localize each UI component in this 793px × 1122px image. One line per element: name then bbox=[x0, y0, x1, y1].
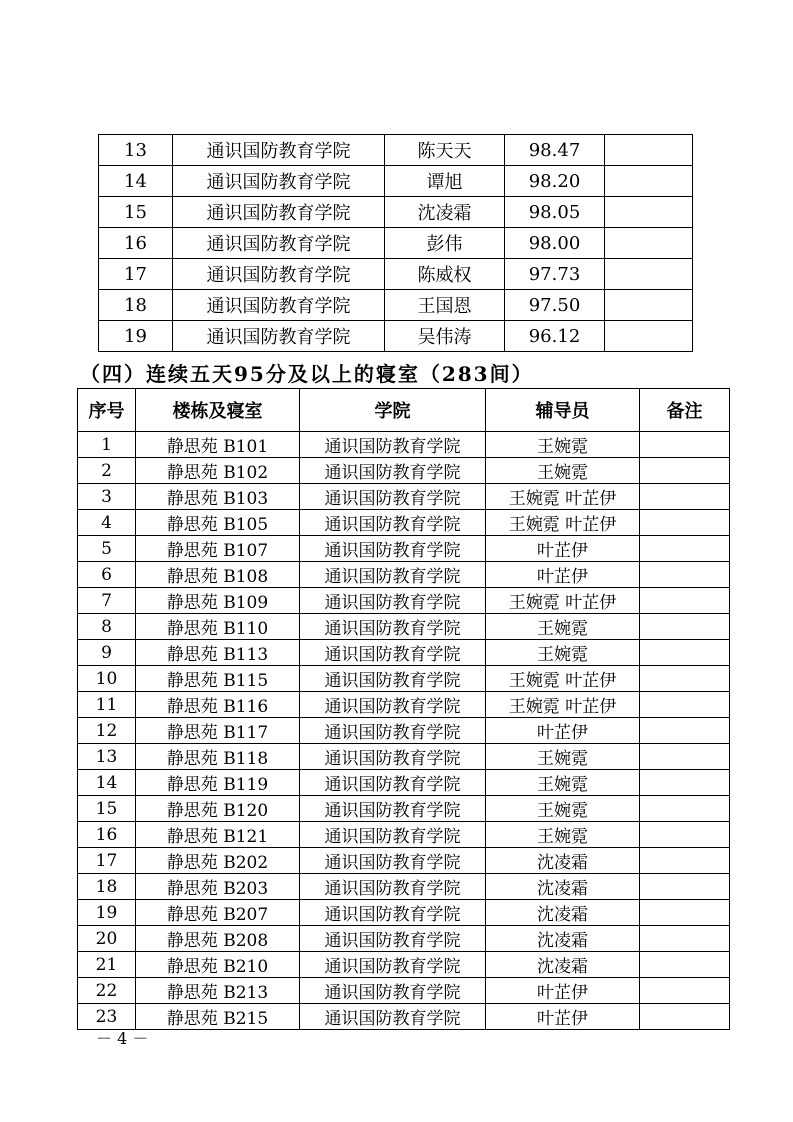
table-row bbox=[99, 135, 693, 166]
cell-counselor: 王婉霓 bbox=[486, 822, 640, 848]
cell-room: 静思苑 B203 bbox=[136, 874, 300, 900]
score-table-body bbox=[99, 135, 693, 352]
cell-no: 15 bbox=[99, 197, 173, 228]
cell-college: 通识国防教育学院 bbox=[173, 166, 385, 197]
cell-room: 静思苑 B120 bbox=[136, 796, 300, 822]
cell-score: 98.47 bbox=[505, 135, 605, 166]
cell-college: 通识国防教育学院 bbox=[300, 926, 486, 952]
cell-note bbox=[640, 640, 730, 666]
cell-college: 通识国防教育学院 bbox=[300, 952, 486, 978]
cell-note bbox=[640, 926, 730, 952]
table-row bbox=[78, 874, 730, 900]
header-no: 序号 bbox=[78, 389, 136, 432]
cell-college: 通识国防教育学院 bbox=[300, 562, 486, 588]
cell-college: 通识国防教育学院 bbox=[300, 432, 486, 458]
cell-no: 18 bbox=[78, 874, 136, 900]
cell-no: 11 bbox=[78, 692, 136, 718]
cell-college: 通识国防教育学院 bbox=[300, 536, 486, 562]
cell-counselor: 王婉霓 叶芷伊 bbox=[486, 666, 640, 692]
cell-no: 6 bbox=[78, 562, 136, 588]
cell-room: 静思苑 B108 bbox=[136, 562, 300, 588]
cell-note bbox=[640, 484, 730, 510]
cell-counselor: 叶芷伊 bbox=[486, 562, 640, 588]
cell-no: 15 bbox=[78, 796, 136, 822]
cell-score: 98.00 bbox=[505, 228, 605, 259]
cell-room: 静思苑 B107 bbox=[136, 536, 300, 562]
cell-no: 10 bbox=[78, 666, 136, 692]
cell-counselor: 沈凌霜 bbox=[486, 926, 640, 952]
table-row bbox=[99, 166, 693, 197]
cell-note bbox=[605, 228, 693, 259]
cell-room: 静思苑 B103 bbox=[136, 484, 300, 510]
cell-college: 通识国防教育学院 bbox=[300, 692, 486, 718]
cell-college: 通识国防教育学院 bbox=[300, 900, 486, 926]
cell-counselor: 王婉霓 叶芷伊 bbox=[486, 588, 640, 614]
cell-room: 静思苑 B119 bbox=[136, 770, 300, 796]
cell-no: 16 bbox=[99, 228, 173, 259]
cell-no: 16 bbox=[78, 822, 136, 848]
cell-college: 通识国防教育学院 bbox=[300, 666, 486, 692]
cell-college: 通识国防教育学院 bbox=[300, 770, 486, 796]
cell-note bbox=[640, 796, 730, 822]
cell-college: 通识国防教育学院 bbox=[300, 848, 486, 874]
dormitory-table-body bbox=[78, 432, 730, 1030]
table-row bbox=[78, 510, 730, 536]
cell-counselor: 王婉霓 bbox=[486, 640, 640, 666]
table-row bbox=[78, 614, 730, 640]
cell-note bbox=[605, 166, 693, 197]
cell-no: 2 bbox=[78, 458, 136, 484]
table-row bbox=[78, 562, 730, 588]
table-row bbox=[78, 718, 730, 744]
cell-counselor: 沈凌霜 bbox=[486, 900, 640, 926]
table-row bbox=[78, 848, 730, 874]
cell-room: 静思苑 B210 bbox=[136, 952, 300, 978]
cell-college: 通识国防教育学院 bbox=[173, 259, 385, 290]
cell-counselor: 王婉霓 bbox=[486, 770, 640, 796]
table-row bbox=[78, 692, 730, 718]
cell-note bbox=[640, 874, 730, 900]
cell-college: 通识国防教育学院 bbox=[300, 588, 486, 614]
cell-no: 7 bbox=[78, 588, 136, 614]
cell-note bbox=[640, 536, 730, 562]
cell-no: 20 bbox=[78, 926, 136, 952]
cell-no: 14 bbox=[78, 770, 136, 796]
cell-note bbox=[640, 952, 730, 978]
cell-room: 静思苑 B208 bbox=[136, 926, 300, 952]
score-table-continued bbox=[98, 134, 693, 352]
cell-counselor: 王婉霓 bbox=[486, 458, 640, 484]
table-row bbox=[78, 978, 730, 1004]
cell-college: 通识国防教育学院 bbox=[300, 874, 486, 900]
cell-college: 通识国防教育学院 bbox=[300, 484, 486, 510]
cell-score: 98.20 bbox=[505, 166, 605, 197]
cell-college: 通识国防教育学院 bbox=[300, 1004, 486, 1030]
cell-note bbox=[640, 770, 730, 796]
cell-name: 陈威权 bbox=[385, 259, 505, 290]
cell-counselor: 王婉霓 叶芷伊 bbox=[486, 692, 640, 718]
cell-counselor: 王婉霓 bbox=[486, 744, 640, 770]
cell-counselor: 叶芷伊 bbox=[486, 1004, 640, 1030]
table-row bbox=[78, 1004, 730, 1030]
table-row bbox=[78, 926, 730, 952]
table-row bbox=[78, 640, 730, 666]
cell-college: 通识国防教育学院 bbox=[300, 978, 486, 1004]
cell-college: 通识国防教育学院 bbox=[173, 135, 385, 166]
cell-note bbox=[640, 848, 730, 874]
cell-room: 静思苑 B115 bbox=[136, 666, 300, 692]
cell-score: 98.05 bbox=[505, 197, 605, 228]
cell-note bbox=[605, 259, 693, 290]
table-row bbox=[78, 484, 730, 510]
table-row bbox=[78, 744, 730, 770]
table-row bbox=[78, 432, 730, 458]
table-row bbox=[78, 952, 730, 978]
table-row bbox=[99, 321, 693, 352]
cell-name: 陈天天 bbox=[385, 135, 505, 166]
cell-counselor: 王婉霓 叶芷伊 bbox=[486, 510, 640, 536]
cell-room: 静思苑 B121 bbox=[136, 822, 300, 848]
cell-note bbox=[640, 718, 730, 744]
cell-note bbox=[605, 135, 693, 166]
cell-no: 9 bbox=[78, 640, 136, 666]
cell-counselor: 沈凌霜 bbox=[486, 874, 640, 900]
cell-college: 通识国防教育学院 bbox=[173, 321, 385, 352]
cell-counselor: 叶芷伊 bbox=[486, 978, 640, 1004]
cell-no: 21 bbox=[78, 952, 136, 978]
cell-college: 通识国防教育学院 bbox=[173, 228, 385, 259]
cell-room: 静思苑 B110 bbox=[136, 614, 300, 640]
cell-college: 通识国防教育学院 bbox=[300, 796, 486, 822]
cell-no: 4 bbox=[78, 510, 136, 536]
table-row bbox=[78, 536, 730, 562]
table-row bbox=[78, 796, 730, 822]
cell-note bbox=[640, 900, 730, 926]
cell-no: 19 bbox=[78, 900, 136, 926]
cell-room: 静思苑 B213 bbox=[136, 978, 300, 1004]
cell-room: 静思苑 B202 bbox=[136, 848, 300, 874]
cell-note bbox=[640, 666, 730, 692]
cell-college: 通识国防教育学院 bbox=[300, 614, 486, 640]
table-row bbox=[78, 666, 730, 692]
cell-college: 通识国防教育学院 bbox=[173, 290, 385, 321]
table-row bbox=[78, 900, 730, 926]
header-room: 楼栋及寝室 bbox=[136, 389, 300, 432]
cell-note bbox=[640, 614, 730, 640]
table-row bbox=[99, 259, 693, 290]
cell-note bbox=[640, 458, 730, 484]
cell-name: 沈凌霜 bbox=[385, 197, 505, 228]
cell-no: 23 bbox=[78, 1004, 136, 1030]
cell-counselor: 王婉霓 bbox=[486, 796, 640, 822]
cell-no: 14 bbox=[99, 166, 173, 197]
cell-note bbox=[640, 510, 730, 536]
cell-note bbox=[640, 562, 730, 588]
cell-counselor: 王婉霓 叶芷伊 bbox=[486, 484, 640, 510]
cell-no: 8 bbox=[78, 614, 136, 640]
cell-score: 96.12 bbox=[505, 321, 605, 352]
cell-note bbox=[605, 321, 693, 352]
cell-no: 1 bbox=[78, 432, 136, 458]
cell-room: 静思苑 B116 bbox=[136, 692, 300, 718]
cell-no: 18 bbox=[99, 290, 173, 321]
header-college: 学院 bbox=[300, 389, 486, 432]
cell-counselor: 叶芷伊 bbox=[486, 536, 640, 562]
cell-room: 静思苑 B113 bbox=[136, 640, 300, 666]
cell-note bbox=[640, 822, 730, 848]
cell-no: 17 bbox=[99, 259, 173, 290]
cell-name: 谭旭 bbox=[385, 166, 505, 197]
cell-no: 19 bbox=[99, 321, 173, 352]
cell-counselor: 王婉霓 bbox=[486, 614, 640, 640]
section-heading: （四）连续五天95分及以上的寝室（283间） bbox=[80, 362, 534, 386]
table-row bbox=[78, 458, 730, 484]
cell-note bbox=[640, 744, 730, 770]
cell-note bbox=[640, 1004, 730, 1030]
cell-college: 通识国防教育学院 bbox=[300, 458, 486, 484]
cell-room: 静思苑 B207 bbox=[136, 900, 300, 926]
cell-counselor: 沈凌霜 bbox=[486, 848, 640, 874]
table-row bbox=[78, 770, 730, 796]
cell-note bbox=[605, 197, 693, 228]
cell-room: 静思苑 B118 bbox=[136, 744, 300, 770]
cell-score: 97.50 bbox=[505, 290, 605, 321]
header-counselor: 辅导员 bbox=[486, 389, 640, 432]
cell-no: 5 bbox=[78, 536, 136, 562]
cell-room: 静思苑 B105 bbox=[136, 510, 300, 536]
cell-no: 22 bbox=[78, 978, 136, 1004]
cell-no: 17 bbox=[78, 848, 136, 874]
table-row bbox=[99, 197, 693, 228]
cell-counselor: 叶芷伊 bbox=[486, 718, 640, 744]
cell-college: 通识国防教育学院 bbox=[300, 718, 486, 744]
cell-counselor: 沈凌霜 bbox=[486, 952, 640, 978]
page-number: － 4 － bbox=[96, 1029, 149, 1048]
cell-room: 静思苑 B215 bbox=[136, 1004, 300, 1030]
cell-room: 静思苑 B109 bbox=[136, 588, 300, 614]
cell-room: 静思苑 B117 bbox=[136, 718, 300, 744]
cell-note bbox=[640, 692, 730, 718]
cell-no: 13 bbox=[78, 744, 136, 770]
cell-name: 王国恩 bbox=[385, 290, 505, 321]
cell-college: 通识国防教育学院 bbox=[300, 510, 486, 536]
cell-no: 13 bbox=[99, 135, 173, 166]
cell-room: 静思苑 B102 bbox=[136, 458, 300, 484]
cell-college: 通识国防教育学院 bbox=[173, 197, 385, 228]
cell-no: 12 bbox=[78, 718, 136, 744]
table-row bbox=[78, 588, 730, 614]
cell-note bbox=[640, 432, 730, 458]
cell-name: 彭伟 bbox=[385, 228, 505, 259]
cell-note bbox=[640, 588, 730, 614]
cell-counselor: 王婉霓 bbox=[486, 432, 640, 458]
cell-name: 吴伟涛 bbox=[385, 321, 505, 352]
cell-note bbox=[605, 290, 693, 321]
header-note: 备注 bbox=[640, 389, 730, 432]
cell-college: 通识国防教育学院 bbox=[300, 640, 486, 666]
table-row bbox=[99, 228, 693, 259]
cell-score: 97.73 bbox=[505, 259, 605, 290]
cell-room: 静思苑 B101 bbox=[136, 432, 300, 458]
table-row bbox=[78, 822, 730, 848]
cell-college: 通识国防教育学院 bbox=[300, 822, 486, 848]
dormitory-table-header bbox=[78, 389, 730, 432]
cell-no: 3 bbox=[78, 484, 136, 510]
cell-college: 通识国防教育学院 bbox=[300, 744, 486, 770]
cell-note bbox=[640, 978, 730, 1004]
dormitory-table bbox=[77, 388, 730, 1030]
table-row bbox=[99, 290, 693, 321]
